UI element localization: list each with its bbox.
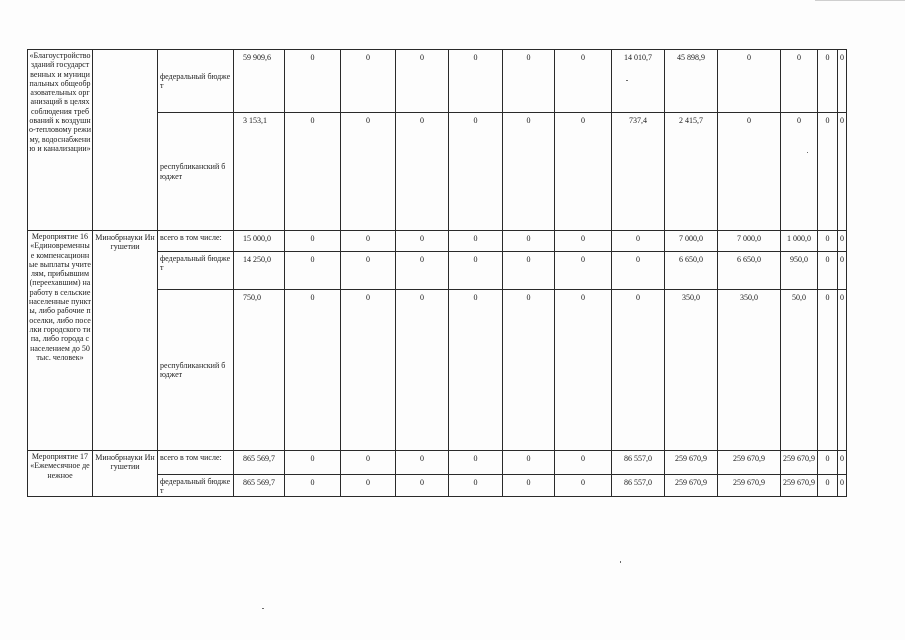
value-cell: 0: [555, 451, 612, 475]
value-cell: 0: [503, 113, 555, 231]
value-cell: 0: [449, 113, 503, 231]
value-cell: 0: [612, 252, 665, 290]
value-total-cell: 14 250,0: [234, 252, 285, 290]
value-total-cell: 15 000,0: [234, 231, 285, 252]
value-cell: 0: [503, 252, 555, 290]
table-row: [28, 231, 847, 252]
scan-speck: [807, 152, 808, 153]
value-cell: 14 010,7: [612, 50, 665, 113]
value-cell: 0: [285, 290, 341, 451]
value-cell: 0: [818, 451, 838, 475]
value-cell: 259 670,9: [718, 475, 781, 497]
value-cell: 0: [781, 50, 818, 113]
value-cell: 86 557,0: [612, 451, 665, 475]
value-cell: 0: [781, 113, 818, 231]
value-cell: 0: [449, 231, 503, 252]
value-cell: 7 000,0: [718, 231, 781, 252]
value-cell: 0: [818, 50, 838, 113]
value-cell: 0: [838, 475, 847, 497]
value-total-cell: 3 153,1: [234, 113, 285, 231]
value-cell: 0: [555, 50, 612, 113]
funding-source-cell: республиканский бюджет: [158, 290, 234, 451]
value-cell: 0: [341, 113, 396, 231]
value-cell: 6 650,0: [665, 252, 718, 290]
budget-table: [27, 49, 847, 497]
value-total-cell: 865 569,7: [234, 451, 285, 475]
value-cell: 259 670,9: [781, 451, 818, 475]
funding-source-cell: всего в том числе:: [158, 231, 234, 252]
funding-source-cell: всего в том числе:: [158, 451, 234, 475]
value-cell: 86 557,0: [612, 475, 665, 497]
value-cell: 0: [449, 50, 503, 113]
scan-edge-mark: [815, 0, 905, 1]
value-total-cell: 59 909,6: [234, 50, 285, 113]
event-name-cell: Мероприятие 17 «Ежемесячное денежное: [28, 451, 93, 497]
value-cell: 0: [285, 50, 341, 113]
value-cell: 0: [449, 252, 503, 290]
value-cell: 0: [503, 290, 555, 451]
value-cell: 0: [818, 475, 838, 497]
value-cell: 0: [612, 290, 665, 451]
value-cell: 0: [555, 113, 612, 231]
value-total-cell: 865 569,7: [234, 475, 285, 497]
executor-cell: [93, 50, 158, 231]
value-cell: 0: [396, 475, 449, 497]
value-cell: 350,0: [665, 290, 718, 451]
value-cell: 6 650,0: [718, 252, 781, 290]
value-cell: 0: [555, 231, 612, 252]
value-cell: 0: [341, 231, 396, 252]
value-cell: 0: [503, 231, 555, 252]
value-cell: 0: [285, 113, 341, 231]
table-row: [28, 50, 847, 113]
value-cell: 0: [396, 50, 449, 113]
event-name-cell: «Благоустройство зданий государственных и муниципальных общеобразовательных организаций в целях соблюдения требований к воздушно-тепловому режиму, водоснабжению и канализации»: [28, 50, 93, 231]
scan-speck: [620, 561, 621, 563]
value-cell: 0: [838, 50, 847, 113]
value-cell: 0: [396, 113, 449, 231]
value-cell: 0: [838, 451, 847, 475]
value-cell: 0: [718, 50, 781, 113]
value-cell: 0: [341, 451, 396, 475]
value-cell: 0: [341, 252, 396, 290]
value-cell: 0: [818, 231, 838, 252]
value-cell: 259 670,9: [665, 451, 718, 475]
value-cell: 0: [838, 231, 847, 252]
value-cell: 0: [285, 231, 341, 252]
value-cell: 0: [718, 113, 781, 231]
value-cell: 0: [396, 451, 449, 475]
value-cell: 0: [503, 50, 555, 113]
value-cell: 0: [818, 113, 838, 231]
value-cell: 50,0: [781, 290, 818, 451]
scan-speck: [626, 80, 628, 81]
funding-source-cell: федеральный бюджет: [158, 252, 234, 290]
value-cell: 0: [838, 113, 847, 231]
value-cell: 0: [555, 475, 612, 497]
funding-source-cell: федеральный бюджет: [158, 475, 234, 497]
funding-source-cell: республиканский бюджет: [158, 113, 234, 231]
value-cell: 7 000,0: [665, 231, 718, 252]
value-cell: 0: [449, 475, 503, 497]
event-name-cell: Мероприятие 16 «Единовременные компенсационные выплаты учителям, прибывшим (переехавшим) на работу в сельские населенные пункты, либо рабочие поселки, либо поселки городского типа, либо города с населением до 50 тыс. человек»: [28, 231, 93, 451]
value-cell: 0: [818, 290, 838, 451]
table-row: [28, 451, 847, 475]
value-cell: 0: [555, 290, 612, 451]
value-cell: 2 415,7: [665, 113, 718, 231]
value-cell: 950,0: [781, 252, 818, 290]
value-cell: 0: [818, 252, 838, 290]
value-cell: 0: [285, 475, 341, 497]
value-cell: 0: [396, 252, 449, 290]
value-cell: 259 670,9: [665, 475, 718, 497]
value-cell: 259 670,9: [781, 475, 818, 497]
value-cell: 0: [449, 290, 503, 451]
value-cell: 0: [612, 231, 665, 252]
value-cell: 0: [396, 290, 449, 451]
value-cell: 0: [838, 252, 847, 290]
value-cell: 1 000,0: [781, 231, 818, 252]
value-cell: 0: [341, 290, 396, 451]
value-total-cell: 750,0: [234, 290, 285, 451]
value-cell: 45 898,9: [665, 50, 718, 113]
value-cell: 350,0: [718, 290, 781, 451]
value-cell: 0: [285, 252, 341, 290]
executor-cell: Минобрнауки Ингушетии: [93, 231, 158, 451]
value-cell: 0: [341, 50, 396, 113]
value-cell: 0: [396, 231, 449, 252]
value-cell: 0: [449, 451, 503, 475]
funding-source-cell: федеральный бюджет: [158, 50, 234, 113]
value-cell: 0: [838, 290, 847, 451]
scan-speck: [262, 608, 264, 609]
value-cell: 0: [341, 475, 396, 497]
executor-cell: Минобрнауки Ингушетии: [93, 451, 158, 497]
value-cell: 0: [555, 252, 612, 290]
value-cell: 0: [285, 451, 341, 475]
value-cell: 0: [503, 475, 555, 497]
value-cell: 0: [503, 451, 555, 475]
value-cell: 259 670,9: [718, 451, 781, 475]
value-cell: 737,4: [612, 113, 665, 231]
